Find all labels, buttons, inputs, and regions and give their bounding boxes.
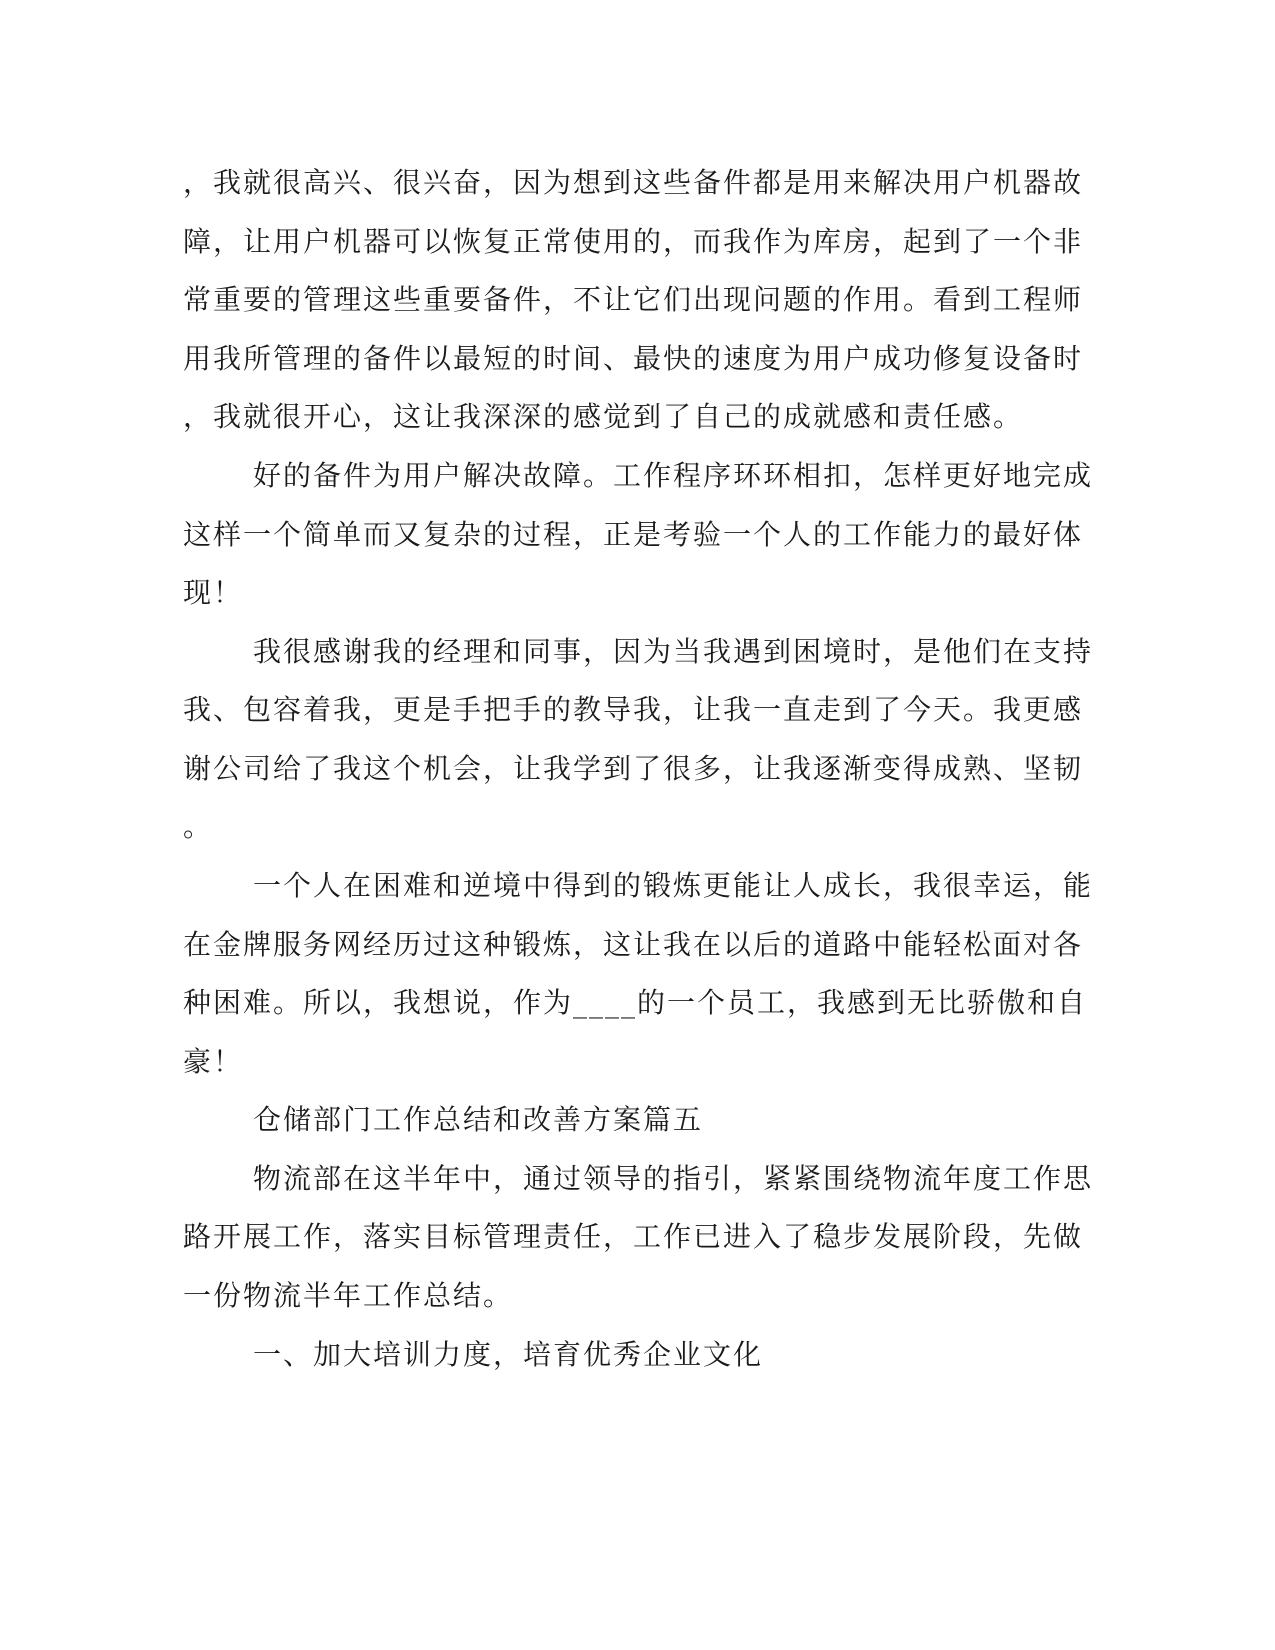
subsection-heading: 一、加大培训力度，培育优秀企业文化 <box>253 1338 764 1371</box>
paragraph-first-line: 一个人在困难和逆境中得到的锻炼更能让人成长，我很幸运，能 <box>253 869 1094 902</box>
text-line: 我、包容着我，更是手把手的教导我，让我一直走到了今天。我更感 <box>183 693 1084 726</box>
text-line: 谢公司给了我这个机会，让我学到了很多，让我逐渐变得成熟、坚韧 <box>183 752 1084 785</box>
text-line: 。 <box>183 810 214 843</box>
section-heading: 仓储部门工作总结和改善方案篇五 <box>253 1103 704 1136</box>
text-line: 障，让用户机器可以恢复正常使用的，而我作为库房，起到了一个非 <box>183 225 1084 258</box>
paragraph-first-line: 物流部在这半年中，通过领导的指引，紧紧围绕物流年度工作思 <box>253 1162 1094 1195</box>
text-line: 用我所管理的备件以最短的时间、最快的速度为用户成功修复设备时 <box>183 342 1084 375</box>
text-line: 路开展工作，落实目标管理责任，工作已进入了稳步发展阶段，先做 <box>183 1220 1084 1253</box>
text-line: 现！ <box>183 576 244 609</box>
text-line: ，我就很高兴、很兴奋，因为想到这些备件都是用来解决用户机器故 <box>183 166 1084 199</box>
paragraph-first-line: 好的备件为用户解决故障。工作程序环环相扣，怎样更好地完成 <box>253 459 1094 492</box>
text-line: 种困难。所以，我想说，作为____的一个员工，我感到无比骄傲和自 <box>183 986 1088 1019</box>
text-line: ，我就很开心，这让我深深的感觉到了自己的成就感和责任感。 <box>183 400 1024 433</box>
text-line: 一份物流半年工作总结。 <box>183 1279 514 1312</box>
text-line: 豪！ <box>183 1045 244 1078</box>
text-line: 在金牌服务网经历过这种锻炼，这让我在以后的道路中能轻松面对各 <box>183 928 1084 961</box>
paragraph-first-line: 我很感谢我的经理和同事，因为当我遇到困境时，是他们在支持 <box>253 635 1094 668</box>
text-line: 常重要的管理这些重要备件，不让它们出现问题的作用。看到工程师 <box>183 283 1084 316</box>
text-line: 这样一个简单而又复杂的过程，正是考验一个人的工作能力的最好体 <box>183 518 1084 551</box>
